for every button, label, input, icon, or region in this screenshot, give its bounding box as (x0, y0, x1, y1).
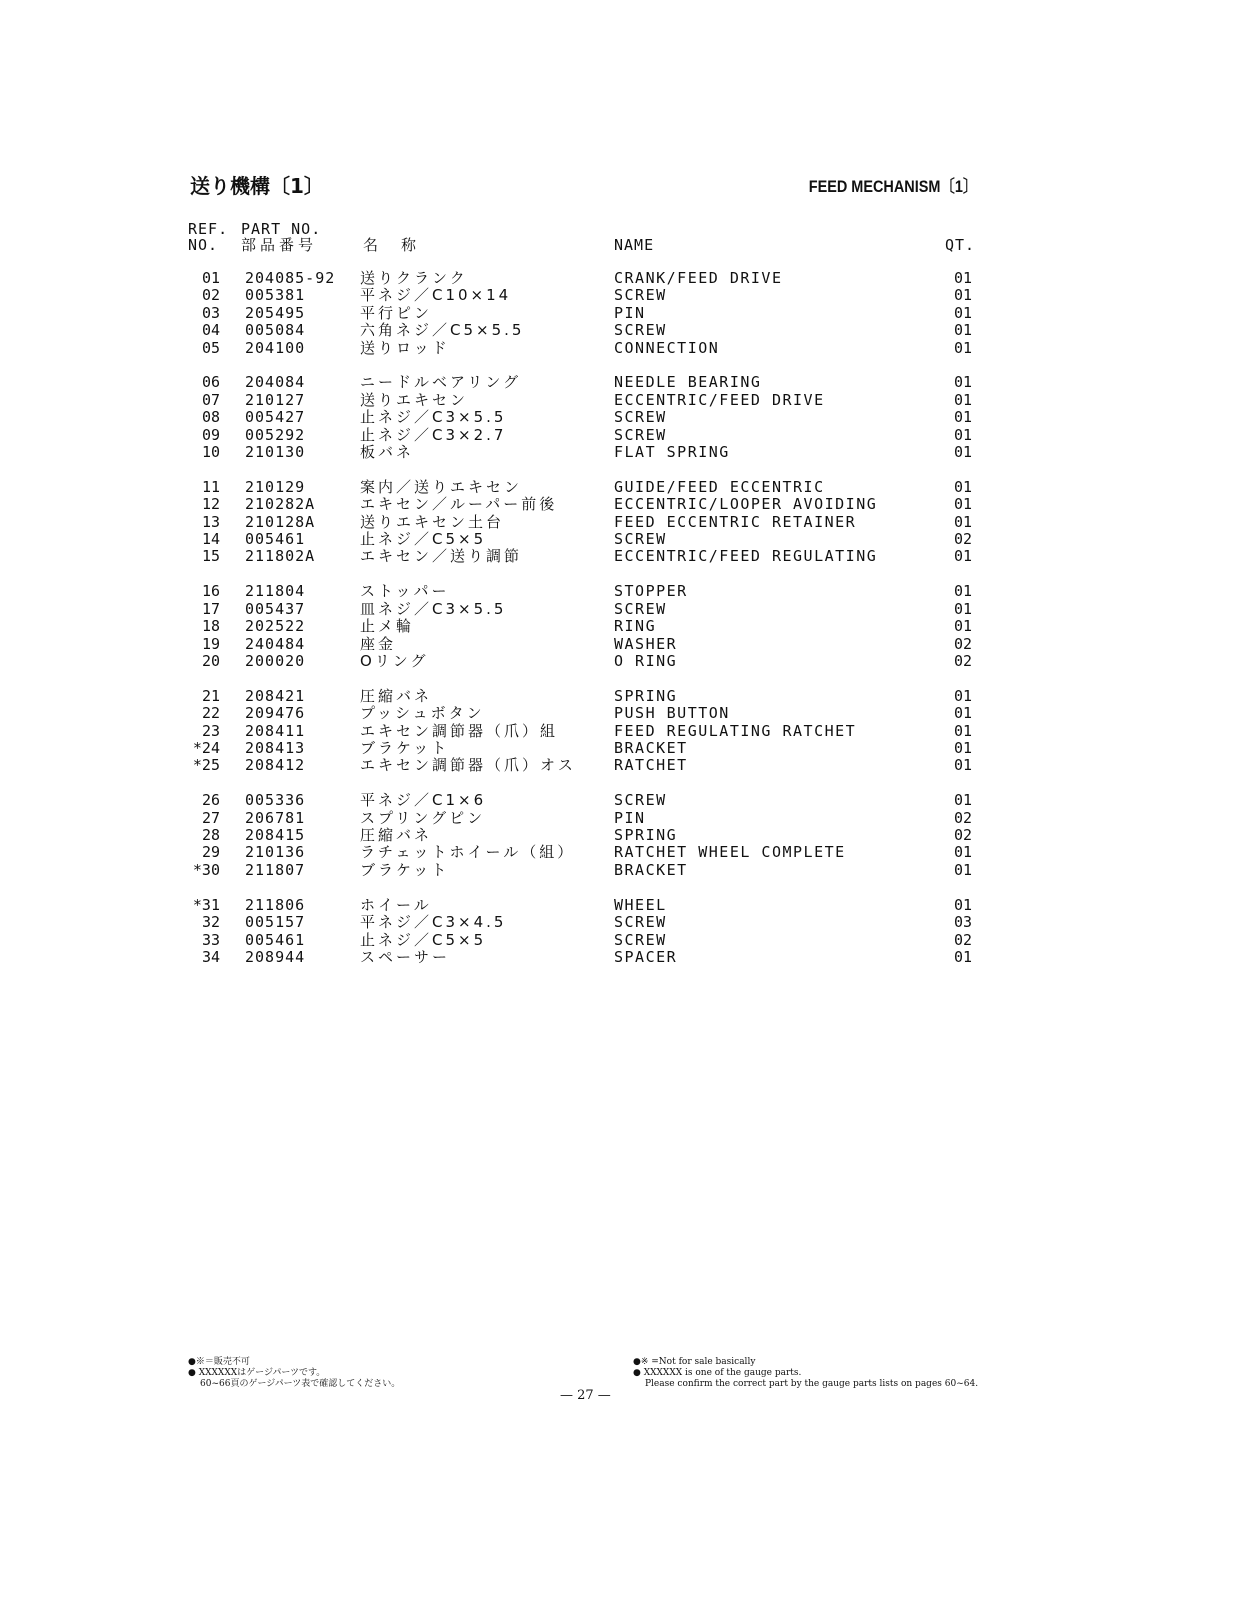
name-en: CONNECTION (614, 338, 720, 357)
table-row (0, 270, 1237, 287)
name-en: ECCENTRIC/LOOPER AVOIDING (614, 495, 878, 514)
page-title-jp: 送り機構〔1〕 (190, 174, 324, 198)
table-row (0, 914, 1237, 931)
table-row (0, 305, 1237, 322)
name-en: WASHER (614, 634, 678, 653)
row-group (0, 270, 1237, 357)
name-jp: 送りエキセン (360, 390, 469, 409)
name-en: FLAT SPRING (614, 443, 730, 462)
name-en: BRACKET (614, 860, 688, 879)
quantity: 02 (953, 808, 972, 827)
part-no: 210130 (245, 443, 306, 462)
col-ref-label-2: NO. (188, 236, 219, 254)
name-jp: 平ネジ／C1×6 (360, 791, 487, 810)
table-row (0, 827, 1237, 844)
name-en: FEED REGULATING RATCHET (614, 721, 857, 740)
table-row (0, 949, 1237, 966)
table-row (0, 723, 1237, 740)
quantity: 01 (953, 547, 972, 566)
footnote-en-line: ●※ =Not for sale basically (633, 1357, 756, 1367)
name-en: SCREW (614, 286, 667, 305)
quantity: 03 (953, 913, 972, 932)
name-jp: 案内／送りエキセン (360, 477, 523, 496)
ref-no: 06 (201, 373, 220, 392)
table-row (0, 444, 1237, 461)
footnote-en-line: ● XXXXXX is one of the gauge parts. (633, 1368, 802, 1378)
table-row (0, 287, 1237, 304)
part-no: 005381 (245, 286, 306, 305)
name-jp: 送りエキセン土台 (360, 512, 505, 531)
quantity: 01 (953, 512, 972, 531)
ref-no: 16 (201, 582, 220, 601)
col-part-label-2: 部品番号 (241, 236, 318, 254)
table-row (0, 392, 1237, 409)
quantity: 01 (953, 860, 972, 879)
row-group (0, 479, 1237, 566)
name-jp: 皿ネジ／C3×5.5 (360, 599, 507, 618)
ref-no: 19 (201, 634, 220, 653)
name-jp: 六角ネジ／C5×5.5 (360, 321, 525, 340)
name-en: PUSH BUTTON (614, 704, 730, 723)
name-jp: Oリング (360, 651, 429, 670)
name-jp: ブラケット (360, 738, 450, 757)
part-no: 206781 (245, 808, 306, 827)
table-row (0, 583, 1237, 600)
quantity: 01 (953, 895, 972, 914)
table-row (0, 740, 1237, 757)
quantity: 01 (953, 425, 972, 444)
name-jp: ラチェットホイール（組） (360, 843, 576, 862)
table-row (0, 636, 1237, 653)
page-title-en: FEED MECHANISM〔1〕 (808, 177, 977, 196)
table-row (0, 688, 1237, 705)
footnote-jp-line: 60~66頁のゲージパーツ表で確認してください。 (200, 1379, 401, 1389)
quantity: 01 (953, 373, 972, 392)
ref-no: 28 (201, 826, 220, 845)
quantity: 02 (953, 530, 972, 549)
part-no: 211806 (245, 895, 306, 914)
ref-no: 23 (201, 721, 220, 740)
name-en: RATCHET WHEEL COMPLETE (614, 843, 846, 862)
name-en: NEEDLE BEARING (614, 373, 762, 392)
name-en: O RING (614, 651, 678, 670)
table-row (0, 862, 1237, 879)
ref-no: 14 (201, 530, 220, 549)
ref-no: 13 (201, 512, 220, 531)
name-en: SCREW (614, 425, 667, 444)
quantity: 02 (953, 634, 972, 653)
col-part-label-1: PART NO. (241, 220, 322, 238)
name-en: RATCHET (614, 756, 688, 775)
part-no: 005157 (245, 913, 306, 932)
table-row (0, 496, 1237, 513)
name-jp: ニードルベアリング (360, 373, 522, 392)
name-en: SPRING (614, 686, 678, 705)
footnote-jp-line: ● XXXXXXはゲージパーツです。 (188, 1368, 326, 1378)
quantity: 01 (953, 721, 972, 740)
name-jp: ホイール (360, 895, 432, 914)
quantity: 01 (953, 686, 972, 705)
quantity: 01 (953, 756, 972, 775)
ref-no: 22 (201, 704, 220, 723)
quantity: 01 (953, 338, 972, 357)
part-no: 208415 (245, 826, 306, 845)
page-number: — 27 — (560, 1388, 611, 1403)
quantity: 01 (953, 303, 972, 322)
part-no: 210282A (245, 495, 316, 514)
footnote-en (633, 1357, 978, 1390)
name-jp: 止ネジ／C5×5 (360, 930, 487, 949)
name-jp: 送りクランク (360, 269, 468, 287)
quantity: 01 (953, 843, 972, 862)
name-en: SCREW (614, 530, 667, 549)
name-en: PIN (614, 808, 646, 827)
name-jp: ストッパー (360, 582, 450, 601)
part-no: 208944 (245, 947, 306, 966)
table-row (0, 618, 1237, 635)
name-en: SCREW (614, 321, 667, 340)
quantity: 02 (953, 930, 972, 949)
part-no: 005084 (245, 321, 306, 340)
table-row (0, 548, 1237, 565)
ref-no: 10 (201, 443, 220, 462)
ref-no: 05 (201, 338, 220, 357)
parts-table (0, 270, 1237, 984)
part-no: 208413 (245, 738, 306, 757)
table-row (0, 479, 1237, 496)
name-jp: エキセン調節器（爪）組 (360, 721, 559, 740)
name-jp: 止ネジ／C3×2.7 (360, 425, 507, 444)
ref-no: *30 (192, 860, 220, 879)
table-row (0, 322, 1237, 339)
part-no: 005461 (245, 530, 306, 549)
part-no: 205495 (245, 303, 306, 322)
part-no: 240484 (245, 634, 306, 653)
name-en: STOPPER (614, 582, 688, 601)
name-en: WHEEL (614, 895, 667, 914)
row-group (0, 374, 1237, 461)
name-jp: 座金 (360, 634, 397, 653)
ref-no: 01 (201, 269, 220, 287)
table-row (0, 531, 1237, 548)
name-en: ECCENTRIC/FEED DRIVE (614, 390, 825, 409)
table-row (0, 340, 1237, 357)
name-jp: スプリングピン (360, 808, 486, 827)
col-ref-label-1: REF. (188, 220, 229, 238)
ref-no: 33 (201, 930, 220, 949)
part-no: 204084 (245, 373, 306, 392)
ref-no: 32 (201, 913, 220, 932)
part-no: 210127 (245, 390, 306, 409)
name-en: SCREW (614, 408, 667, 427)
name-en: SCREW (614, 599, 667, 618)
ref-no: 18 (201, 617, 220, 636)
part-no: 208411 (245, 721, 306, 740)
part-no: 005461 (245, 930, 306, 949)
name-jp: 圧縮バネ (360, 686, 433, 705)
table-row (0, 601, 1237, 618)
name-jp: 平行ピン (360, 303, 433, 322)
part-no: 005336 (245, 791, 306, 810)
table-row (0, 409, 1237, 426)
name-en: FEED ECCENTRIC RETAINER (614, 512, 857, 531)
ref-no: 12 (201, 495, 220, 514)
name-jp: 止メ輪 (360, 617, 415, 636)
part-no: 204085-92 (245, 269, 336, 287)
part-no: 208412 (245, 756, 306, 775)
col-name-en-label: NAME (614, 236, 655, 254)
name-en: GUIDE/FEED ECCENTRIC (614, 477, 825, 496)
ref-no: 29 (201, 843, 220, 862)
quantity: 01 (953, 390, 972, 409)
ref-no: 11 (201, 477, 220, 496)
name-jp: 板バネ (360, 443, 415, 462)
part-no: 200020 (245, 651, 306, 670)
name-en: SCREW (614, 930, 667, 949)
table-row (0, 757, 1237, 774)
part-no: 208421 (245, 686, 306, 705)
part-no: 211802A (245, 547, 316, 566)
ref-no: 34 (201, 947, 220, 966)
quantity: 01 (953, 286, 972, 305)
name-jp: 止ネジ／C3×5.5 (360, 408, 507, 427)
col-qty-label: QT. (945, 236, 976, 254)
part-no: 005292 (245, 425, 306, 444)
part-no: 210129 (245, 477, 306, 496)
ref-no: *24 (192, 738, 220, 757)
name-en: BRACKET (614, 738, 688, 757)
part-no: 204100 (245, 338, 306, 357)
row-group (0, 792, 1237, 879)
quantity: 01 (953, 269, 972, 287)
col-name-jp-label: 名 称 (363, 236, 421, 254)
quantity: 01 (953, 321, 972, 340)
row-group (0, 688, 1237, 775)
ref-no: 09 (201, 425, 220, 444)
name-en: SCREW (614, 913, 667, 932)
name-jp: 平ネジ／C3×4.5 (360, 913, 507, 932)
quantity: 01 (953, 582, 972, 601)
column-header (0, 221, 1237, 257)
quantity: 01 (953, 704, 972, 723)
ref-no: 08 (201, 408, 220, 427)
table-row (0, 897, 1237, 914)
name-en: SCREW (614, 791, 667, 810)
quantity: 01 (953, 408, 972, 427)
table-row (0, 792, 1237, 809)
quantity: 01 (953, 477, 972, 496)
table-row (0, 932, 1237, 949)
part-no: 211804 (245, 582, 306, 601)
part-no: 210136 (245, 843, 306, 862)
name-jp: 送りロッド (360, 338, 450, 357)
part-no: 211807 (245, 860, 306, 879)
quantity: 01 (953, 443, 972, 462)
quantity: 01 (953, 791, 972, 810)
name-jp: 止ネジ／C5×5 (360, 530, 487, 549)
part-no: 005427 (245, 408, 306, 427)
row-group (0, 897, 1237, 967)
ref-no: *25 (192, 756, 220, 775)
part-no: 209476 (245, 704, 306, 723)
name-jp: プッシュボタン (360, 704, 485, 723)
ref-no: 15 (201, 547, 220, 566)
quantity: 02 (953, 826, 972, 845)
table-row (0, 810, 1237, 827)
footnote-jp (188, 1357, 400, 1390)
ref-no: 20 (201, 651, 220, 670)
row-group (0, 583, 1237, 670)
ref-no: 26 (201, 791, 220, 810)
quantity: 01 (953, 947, 972, 966)
name-jp: エキセン／送り調節 (360, 547, 523, 566)
footnote-en-line: Please confirm the correct part by the gauge parts lists on pages 60~64. (645, 1379, 979, 1389)
name-jp: ブラケット (360, 860, 450, 879)
table-row (0, 844, 1237, 861)
table-row (0, 705, 1237, 722)
part-no: 202522 (245, 617, 306, 636)
footnote-jp-line: ●※＝販売不可 (188, 1357, 250, 1367)
name-jp: エキセン調節器（爪）オス (360, 756, 576, 775)
quantity: 02 (953, 651, 972, 670)
table-row (0, 653, 1237, 670)
quantity: 01 (953, 599, 972, 618)
table-row (0, 374, 1237, 391)
name-jp: エキセン／ルーパー前後 (360, 495, 558, 514)
ref-no: 27 (201, 808, 220, 827)
quantity: 01 (953, 495, 972, 514)
name-jp: 圧縮バネ (360, 826, 433, 845)
name-en: PIN (614, 303, 646, 322)
name-jp: 平ネジ／C10×14 (360, 286, 512, 305)
ref-no: 03 (201, 303, 220, 322)
quantity: 01 (953, 738, 972, 757)
ref-no: 17 (201, 599, 220, 618)
ref-no: 04 (201, 321, 220, 340)
quantity: 01 (953, 617, 972, 636)
table-row (0, 514, 1237, 531)
name-en: SPRING (614, 826, 678, 845)
name-en: RING (614, 617, 657, 636)
name-jp: スペーサー (360, 947, 451, 966)
ref-no: 02 (201, 286, 220, 305)
part-no: 210128A (245, 512, 316, 531)
name-en: CRANK/FEED DRIVE (614, 269, 783, 287)
ref-no: 21 (201, 686, 220, 705)
name-en: ECCENTRIC/FEED REGULATING (614, 547, 878, 566)
name-en: SPACER (614, 947, 678, 966)
table-row (0, 427, 1237, 444)
part-no: 005437 (245, 599, 306, 618)
ref-no: *31 (192, 895, 220, 914)
ref-no: 07 (201, 390, 220, 409)
